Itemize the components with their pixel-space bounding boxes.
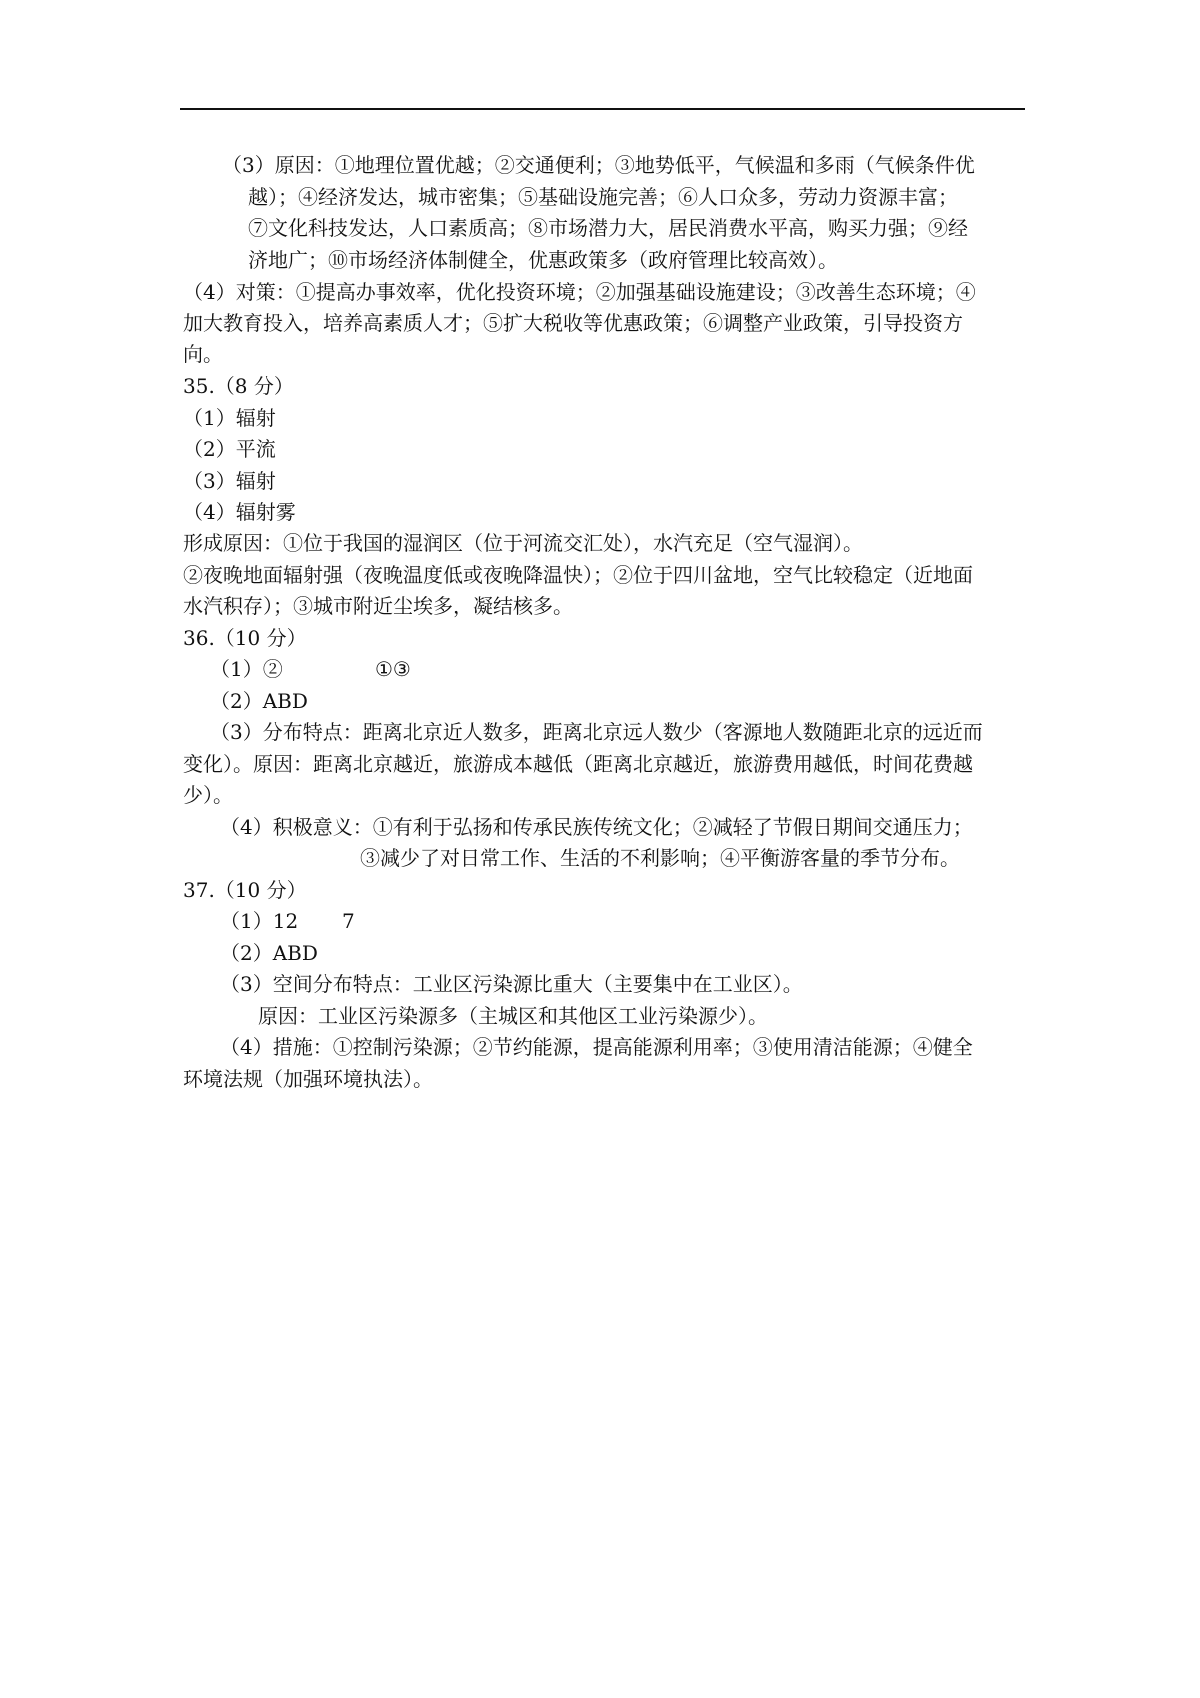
q35-reason-line-2: ②夜晚地面辐射强（夜晚温度低或夜晚降温快）；②位于四川盆地，空气比较稳定（近地面 bbox=[183, 563, 973, 587]
q35-answer-4: （4）辐射雾 bbox=[183, 500, 296, 524]
q37-answer-1-second: 7 bbox=[342, 909, 355, 933]
q36-answer-4-line-1: （4）积极意义：①有利于弘扬和传承民族传统文化；②减轻了节假日期间交通压力； bbox=[220, 815, 973, 839]
q34-p3-line-4: 济地广；⑩市场经济体制健全，优惠政策多（政府管理比较高效）。 bbox=[248, 248, 838, 272]
q34-p4-line-2: 加大教育投入，培养高素质人才；⑤扩大税收等优惠政策；⑥调整产业政策，引导投资方 bbox=[183, 311, 963, 335]
q36-answer-2: （2）ABD bbox=[210, 689, 308, 713]
q35-reason-line-1: 形成原因：①位于我国的湿润区（位于河流交汇处），水汽充足（空气湿润）。 bbox=[183, 531, 863, 555]
q34-p3-line-2: 越）；④经济发达，城市密集；⑤基础设施完善；⑥人口众多，劳动力资源丰富； bbox=[248, 185, 958, 209]
q34-p4-line-1: （4）对策：①提高办事效率，优化投资环境；②加强基础设施建设；③改善生态环境；④ bbox=[183, 280, 976, 304]
q34-p3-line-3: ⑦文化科技发达，人口素质高；⑧市场潜力大，居民消费水平高，购买力强；⑨经 bbox=[248, 216, 968, 240]
q34-p4-line-3: 向。 bbox=[183, 342, 223, 366]
q36-answer-1-second: ①③ bbox=[375, 657, 411, 681]
q37-answer-4-line-2: 环境法规（加强环境执法）。 bbox=[183, 1067, 433, 1091]
q36-answer-3-line-3: 少）。 bbox=[183, 783, 233, 807]
q35-answer-2: （2）平流 bbox=[183, 437, 276, 461]
q37-answer-2: （2）ABD bbox=[220, 941, 318, 965]
q36-answer-3-line-1: （3）分布特点：距离北京近人数多，距离北京远人数少（客源地人数随距北京的远近而 bbox=[210, 720, 983, 744]
q35-header: 35.（8 分） bbox=[183, 374, 294, 398]
q37-answer-1-label: （1）12 bbox=[220, 909, 299, 933]
q35-reason-line-3: 水汽积存）；③城市附近尘埃多，凝结核多。 bbox=[183, 594, 573, 618]
q35-answer-1: （1）辐射 bbox=[183, 406, 276, 430]
q35-answer-3: （3）辐射 bbox=[183, 469, 276, 493]
q37-header: 37.（10 分） bbox=[183, 878, 307, 902]
q36-header: 36.（10 分） bbox=[183, 626, 307, 650]
header-rule bbox=[180, 108, 1025, 110]
q37-answer-3-line-2: 原因：工业区污染源多（主城区和其他区工业污染源少）。 bbox=[258, 1004, 768, 1028]
q34-p3-line-1: （3）原因：①地理位置优越；②交通便利；③地势低平，气候温和多雨（气候条件优 bbox=[222, 153, 975, 177]
q37-answer-3-line-1: （3）空间分布特点：工业区污染源比重大（主要集中在工业区）。 bbox=[220, 972, 803, 996]
q36-answer-3-line-2: 变化）。原因：距离北京越近，旅游成本越低（距离北京越近，旅游费用越低，时间花费越 bbox=[183, 752, 973, 776]
q37-answer-4-line-1: （4）措施：①控制污染源；②节约能源，提高能源利用率；③使用清洁能源；④健全 bbox=[220, 1035, 973, 1059]
q36-answer-1-label: （1）② bbox=[210, 657, 283, 681]
q36-answer-4-line-2: ③减少了对日常工作、生活的不利影响；④平衡游客量的季节分布。 bbox=[360, 846, 960, 870]
